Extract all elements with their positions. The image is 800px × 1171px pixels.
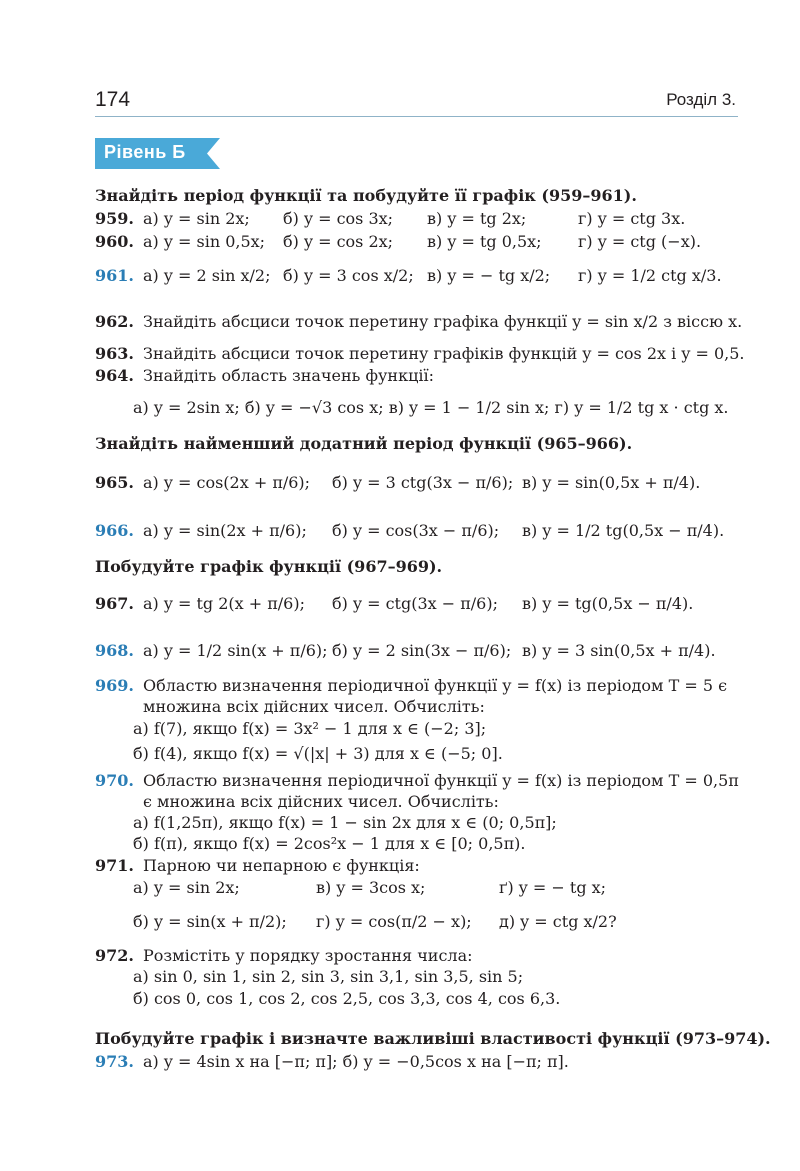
- heading-965-966: Знайдіть найменший додатний період функції (965–966).: [95, 434, 633, 453]
- item-a: а) sin 0, sin 1, sin 2, sin 3, sin 3,1, sin 3,5, sin 5;: [133, 967, 524, 986]
- item-b: б) y = cos(3x − π/6);: [332, 521, 500, 540]
- item-c: в) y = 3cos x;: [316, 878, 426, 897]
- item-b: б) cos 0, cos 1, cos 2, cos 2,5, cos 3,3, cos 4, cos 6,3.: [133, 989, 561, 1008]
- item-d: г) y = 1/2 ctg x/3.: [578, 266, 722, 285]
- item-b: б) y = ctg(3x − π/6);: [332, 594, 498, 613]
- item-b: б) y = cos 3x;: [283, 209, 394, 228]
- problem-text: Розмістіть у порядку зростання числа:: [143, 946, 473, 965]
- item-a: а) y = tg 2(x + π/6);: [143, 594, 305, 613]
- problem-number: 972.: [95, 946, 134, 965]
- problem-items: а) y = 2sin x; б) y = −√3 cos x; в) y = 1 − 1/2 sin x; г) y = 1/2 tg x · ctg x.: [133, 398, 729, 417]
- problem-text: Парною чи непарною є функція:: [143, 856, 420, 875]
- problem-line: Областю визначення періодичної функції y = f(x) із періодом T = 0,5π: [143, 771, 739, 790]
- item-d: г) y = ctg 3x.: [578, 209, 686, 228]
- item-g: ґ) y = − tg x;: [499, 878, 607, 897]
- header-divider: [95, 116, 738, 117]
- problem-number: 969.: [95, 676, 134, 695]
- item-a: а) f(7), якщо f(x) = 3x² − 1 для x ∈ (−2; 3];: [133, 719, 487, 738]
- problem-number: 971.: [95, 856, 134, 875]
- item-c: в) y = tg(0,5x − π/4).: [522, 594, 694, 613]
- problem-text: Знайдіть абсциси точок перетину графіка функції y = sin x/2 з віссю x.: [143, 312, 743, 331]
- problem-number: 968.: [95, 641, 134, 660]
- problem-line: є множина всіх дійсних чисел. Обчисліть:: [143, 792, 499, 811]
- item-b: б) y = 3 ctg(3x − π/6);: [332, 473, 514, 492]
- item-a: а) y = sin(2x + π/6);: [143, 521, 307, 540]
- item-c: в) y = tg 0,5x;: [427, 232, 542, 251]
- item-b: б) y = 2 sin(3x − π/6);: [332, 641, 512, 660]
- item-a: а) f(1,25π), якщо f(x) = 1 − sin 2x для x ∈ (0; 0,5π];: [133, 813, 557, 832]
- problem-number: 962.: [95, 312, 134, 331]
- item-a: а) y = sin 2x;: [133, 878, 240, 897]
- item-b: б) f(4), якщо f(x) = √(|x| + 3) для x ∈ (−5; 0].: [133, 744, 503, 763]
- item-a: а) y = 2 sin x/2;: [143, 266, 271, 285]
- problem-number: 960.: [95, 232, 134, 251]
- item-b: б) y = cos 2x;: [283, 232, 394, 251]
- item-a: а) y = sin 0,5x;: [143, 232, 266, 251]
- problem-text: а) y = 4sin x на [−π; π]; б) y = −0,5cos x на [−π; π].: [143, 1052, 569, 1071]
- heading-973-974: Побудуйте графік і визначте важливіші властивості функції (973–974).: [95, 1029, 771, 1048]
- item-c: в) y = tg 2x;: [427, 209, 527, 228]
- problem-number: 966.: [95, 521, 134, 540]
- item-e: д) y = ctg x/2?: [499, 912, 617, 931]
- problem-number: 965.: [95, 473, 134, 492]
- item-c: в) y = 3 sin(0,5x + π/4).: [522, 641, 716, 660]
- problem-line: множина всіх дійсних чисел. Обчисліть:: [143, 697, 485, 716]
- level-badge: Рівень Б: [104, 142, 186, 162]
- item-d: г) y = ctg (−x).: [578, 232, 702, 251]
- problem-number: 959.: [95, 209, 134, 228]
- item-c: в) y = − tg x/2;: [427, 266, 551, 285]
- problem-number: 967.: [95, 594, 134, 613]
- item-a: а) y = sin 2x;: [143, 209, 250, 228]
- item-a: а) y = 1/2 sin(x + π/6);: [143, 641, 328, 660]
- problem-number: 973.: [95, 1052, 134, 1071]
- item-a: а) y = cos(2x + π/6);: [143, 473, 311, 492]
- item-c: в) y = 1/2 tg(0,5x − π/4).: [522, 521, 725, 540]
- problem-number: 970.: [95, 771, 134, 790]
- item-d: г) y = cos(π/2 − x);: [316, 912, 472, 931]
- page-number: 174: [95, 88, 131, 111]
- section-title: Розділ 3.: [666, 90, 736, 109]
- problem-number: 961.: [95, 266, 134, 285]
- item-b: б) y = sin(x + π/2);: [133, 912, 287, 931]
- heading-967-969: Побудуйте графік функції (967–969).: [95, 557, 443, 576]
- item-c: в) y = sin(0,5x + π/4).: [522, 473, 701, 492]
- problem-number: 963.: [95, 344, 134, 363]
- problem-text: Знайдіть абсциси точок перетину графіків функцій y = cos 2x і y = 0,5.: [143, 344, 745, 363]
- item-b: б) f(π), якщо f(x) = 2cos²x − 1 для x ∈ [0; 0,5π).: [133, 834, 526, 853]
- item-b: б) y = 3 cos x/2;: [283, 266, 414, 285]
- heading-959-961: Знайдіть період функції та побудуйте її графік (959–961).: [95, 186, 637, 205]
- problem-text: Знайдіть область значень функції:: [143, 366, 434, 385]
- problem-line: Областю визначення періодичної функції y = f(x) із періодом T = 5 є: [143, 676, 728, 695]
- problem-number: 964.: [95, 366, 134, 385]
